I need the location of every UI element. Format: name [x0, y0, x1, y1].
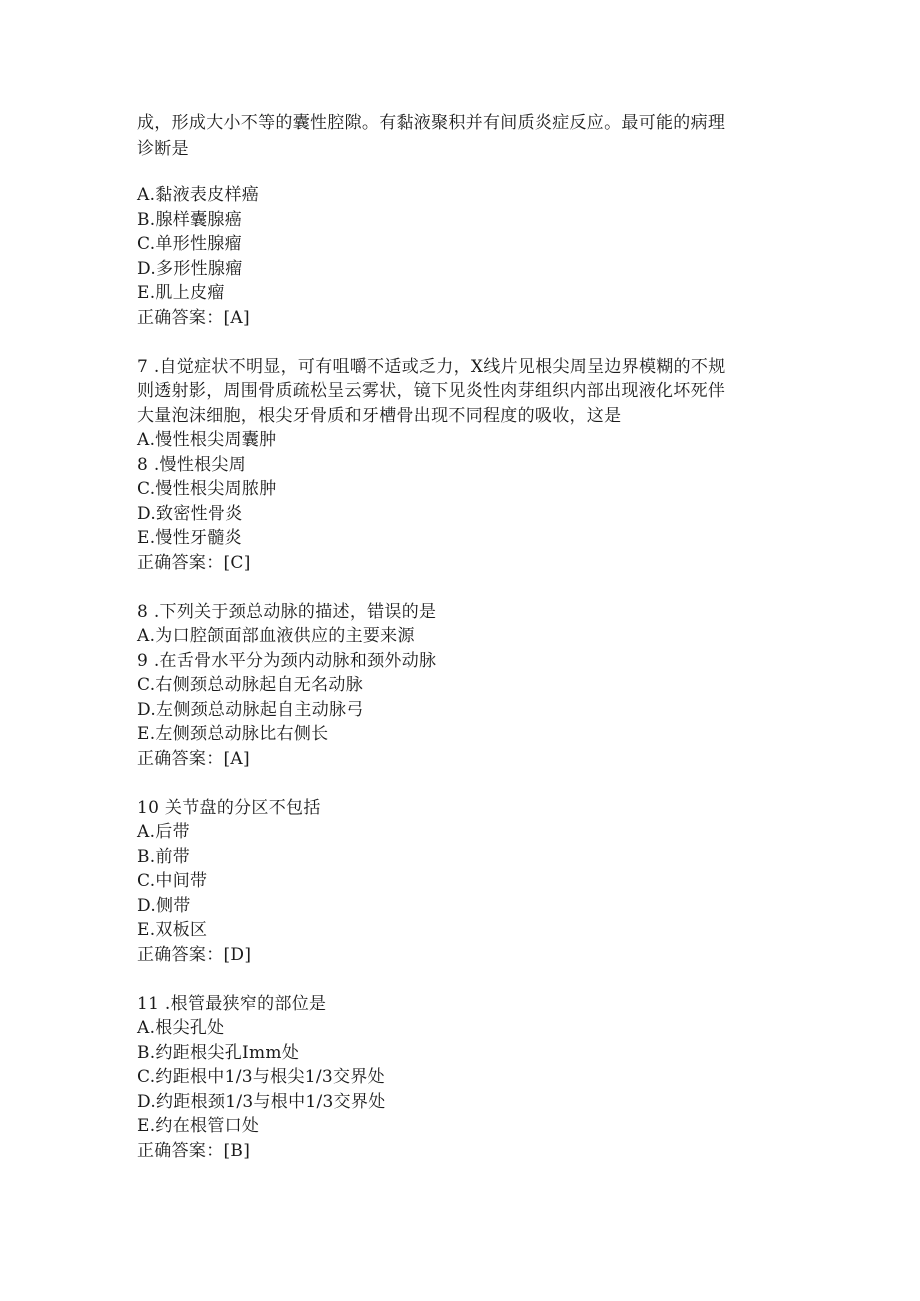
correct-answer: 正确答案：[C]	[137, 552, 251, 573]
option-c: C.中间带	[137, 871, 208, 891]
question-stem-line: 11 .根管最狭窄的部位是	[137, 993, 327, 1014]
question-continuation	[137, 110, 797, 162]
question-stem-line: 大量泡沫细胞，根尖牙骨质和牙槽骨出现不同程度的吸收，这是	[137, 405, 622, 426]
question-8	[137, 600, 797, 772]
option-d: D.多形性腺瘤	[137, 258, 243, 279]
correct-answer: 正确答案：[B]	[137, 1140, 251, 1161]
question-stem-line: 10 关节盘的分区不包括	[137, 797, 321, 818]
option-a: A.后带	[137, 822, 190, 842]
option-b: B.腺样囊腺癌	[137, 209, 242, 230]
option-e: E.双板区	[137, 920, 208, 940]
correct-answer: 正确答案：[D]	[137, 944, 252, 965]
option-c: C.约距根中1/3与根尖1/3交界处	[137, 1067, 385, 1087]
option-a: A.慢性根尖周囊肿	[137, 430, 277, 450]
option-a: A.为口腔颌面部血液供应的主要来源	[137, 626, 415, 646]
question-stem-line: 诊断是	[137, 139, 189, 159]
option-c: C.右侧颈总动脉起自无名动脉	[137, 675, 364, 695]
correct-answer: 正确答案：[A]	[137, 748, 250, 769]
option-b: B.约距根尖孔Imm处	[137, 1042, 300, 1063]
option-a: A.根尖孔处	[137, 1018, 225, 1038]
option-list	[137, 183, 797, 330]
question-stem-line: 8 .下列关于颈总动脉的描述，错误的是	[137, 601, 437, 622]
option-d: D.侧带	[137, 895, 191, 916]
option-e: E.肌上皮瘤	[137, 283, 225, 303]
question-stem-line: 则透射影，周围骨质疏松呈云雾状，镜下见炎性肉芽组织内部出现液化坏死伴	[137, 381, 726, 401]
correct-answer: 正确答案：[A]	[137, 307, 250, 328]
question-7	[137, 355, 797, 576]
option-d: D.左侧颈总动脉起自主动脉弓	[137, 699, 364, 720]
question-stem-line: 成，形成大小不等的囊性腔隙。有黏液聚积并有间质炎症反应。最可能的病理	[137, 113, 726, 133]
option-d: D.约距根颈1/3与根中1/3交界处	[137, 1091, 386, 1112]
option-b: 8 .慢性根尖周	[137, 454, 247, 475]
question-stem-line: 7 .自觉症状不明显，可有咀嚼不适或乏力，X线片见根尖周呈边界模糊的不规	[137, 356, 726, 377]
question-10	[137, 796, 797, 968]
option-d: D.致密性骨炎	[137, 503, 243, 524]
document-page	[137, 110, 797, 1163]
option-c: C.单形性腺瘤	[137, 234, 242, 254]
question-11	[137, 992, 797, 1164]
option-e: E.左侧颈总动脉比右侧长	[137, 724, 329, 744]
option-c: C.慢性根尖周脓肿	[137, 479, 277, 499]
option-a: A.黏液表皮样癌	[137, 185, 260, 205]
option-b: B.前带	[137, 846, 191, 867]
option-b: 9 .在舌骨水平分为颈内动脉和颈外动脉	[137, 650, 437, 671]
option-e: E.约在根管口处	[137, 1116, 260, 1136]
option-e: E.慢性牙髓炎	[137, 528, 242, 548]
